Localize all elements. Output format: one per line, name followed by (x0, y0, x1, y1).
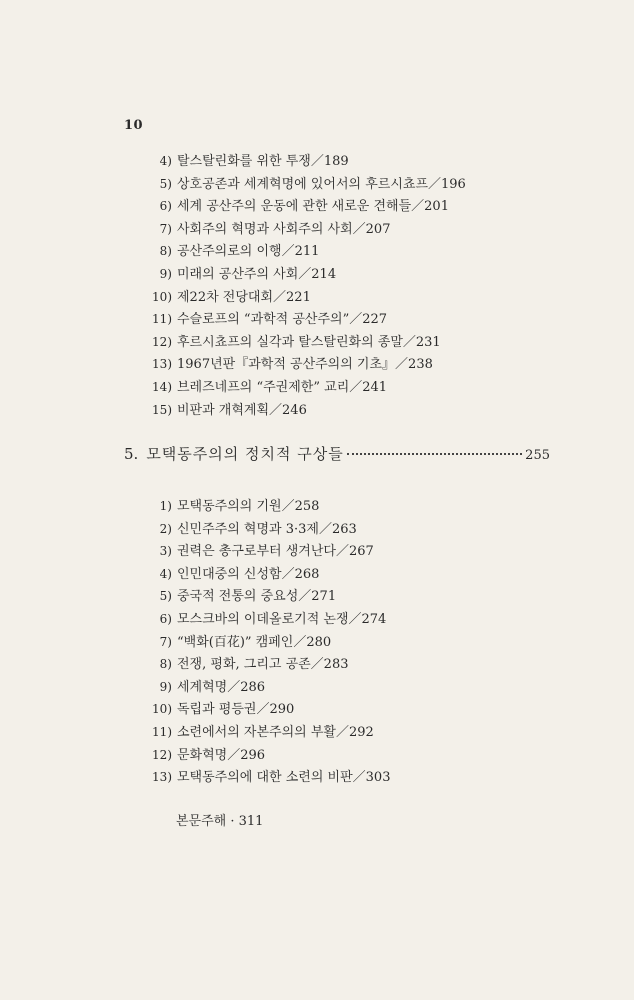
toc-entry-number: 12) (152, 747, 172, 762)
toc-entry-number: 3) (159, 544, 172, 559)
toc-entry-text: 독립과 평등권／290 (177, 702, 295, 718)
chapter-title: 모택동주의의 정치적 구상들 (146, 445, 344, 463)
toc-entry-text: 제22차 전당대회／221 (177, 289, 311, 305)
toc-entry (120, 565, 319, 584)
toc-entry-number: 14) (152, 380, 172, 394)
toc-entry-text: 모스크바의 이데올로기적 논쟁／274 (177, 612, 387, 627)
toc-entry (120, 242, 319, 261)
toc-entry (120, 152, 349, 171)
toc-entry (120, 175, 466, 194)
toc-entry-number: 6) (159, 199, 172, 214)
toc-entry-number: 4) (159, 566, 172, 581)
toc-entry-text: 비판과 개혁계획／246 (177, 402, 307, 418)
endnotes-entry: 본문주해 · 311 (176, 814, 264, 829)
toc-entry-number: 7) (159, 221, 172, 236)
toc-entry (120, 333, 441, 352)
toc-entry-number: 13) (152, 770, 172, 785)
toc-entry (120, 401, 307, 420)
toc-entry-text: 권력은 총구로부터 생겨난다／267 (177, 544, 374, 560)
toc-entry-text: 브레즈네프의 “주권제한” 교리／241 (177, 380, 388, 395)
toc-entry-number: 2) (159, 521, 172, 536)
toc-entry-text: 중국적 전통의 중요성／271 (177, 589, 337, 605)
toc-entry-text: 모택동주의에 대한 소련의 비판／303 (177, 770, 391, 786)
toc-entry-text: 공산주의로의 이행／211 (177, 244, 320, 260)
toc-entry (120, 655, 349, 674)
toc-entry-text: 수슬로프의 “과학적 공산주의”／227 (177, 312, 388, 328)
toc-entry-number: 13) (152, 357, 172, 372)
toc-entry-number: 10) (152, 289, 172, 304)
toc-entry-number: 12) (152, 334, 172, 349)
toc-entry (120, 587, 336, 606)
toc-entry (120, 520, 357, 539)
toc-entry (120, 678, 265, 697)
toc-entry-number: 11) (152, 312, 172, 327)
toc-entry-number: 5) (159, 589, 172, 604)
toc-entry (120, 197, 449, 216)
toc-entry-text: 미래의 공산주의 사회／214 (177, 267, 337, 282)
toc-entry-text: 소련에서의 자본주의의 부활／292 (177, 725, 374, 740)
toc-entry-number: 7) (159, 634, 172, 649)
toc-entry-text: 세계혁명／286 (177, 679, 266, 695)
toc-entry-number: 10) (152, 702, 172, 717)
toc-entry-text: 신민주주의 혁명과 3·3제／263 (177, 521, 357, 537)
toc-entry-text: 후르시쵸프의 실각과 탈스탈린화의 종말／231 (177, 334, 441, 350)
toc-entry (120, 265, 336, 284)
toc-entry-text: 전쟁, 평화, 그리고 공존／283 (177, 657, 349, 673)
toc-entry-number: 11) (152, 725, 172, 739)
toc-entry-text: 상호공존과 세계혁명에 있어서의 후르시쵸프／196 (177, 176, 466, 192)
toc-entry-text: 1967년판『과학적 공산주의의 기초』／238 (177, 357, 433, 373)
toc-entry-text: 사회주의 혁명과 사회주의 사회／207 (177, 221, 391, 237)
toc-entry-text: 모택동주의의 기원／258 (177, 499, 320, 514)
dot-leader (347, 453, 522, 455)
toc-entry-text: 문화혁명／296 (177, 747, 266, 763)
toc-entry-text: 탈스탈린화를 위한 투쟁／189 (177, 154, 349, 169)
toc-entry-number: 6) (159, 612, 172, 626)
toc-entry-number: 15) (152, 402, 172, 417)
toc-entry (120, 723, 374, 742)
toc-entry-text: 인민대중의 신성함／268 (177, 566, 320, 582)
toc-entry-number: 9) (159, 267, 172, 281)
chapter-heading (124, 443, 550, 464)
page-number: 10 (124, 118, 144, 133)
toc-entry-number: 1) (159, 499, 172, 513)
toc-entry (120, 700, 294, 719)
chapter-number: 5. (124, 445, 139, 463)
toc-entry (120, 768, 390, 787)
toc-entry (120, 288, 311, 307)
toc-entry-number: 8) (159, 657, 172, 672)
toc-entry (120, 633, 331, 652)
toc-entry-number: 8) (159, 244, 172, 259)
toc-entry-text: “백화(百花)” 캠페인／280 (177, 634, 332, 650)
toc-entry (120, 542, 374, 561)
toc-entry-number: 5) (159, 176, 172, 191)
toc-entry (120, 610, 386, 629)
toc-entry (120, 355, 433, 374)
toc-entry (120, 378, 387, 397)
toc-entry-number: 9) (159, 679, 172, 694)
toc-entry (120, 220, 390, 239)
toc-entry (120, 310, 387, 329)
chapter-page: 255 (525, 448, 550, 463)
toc-entry-number: 4) (159, 154, 172, 168)
toc-entry (120, 746, 265, 765)
toc-entry-text: 세계 공산주의 운동에 관한 새로운 견해들／201 (177, 199, 449, 215)
toc-entry (120, 497, 319, 516)
